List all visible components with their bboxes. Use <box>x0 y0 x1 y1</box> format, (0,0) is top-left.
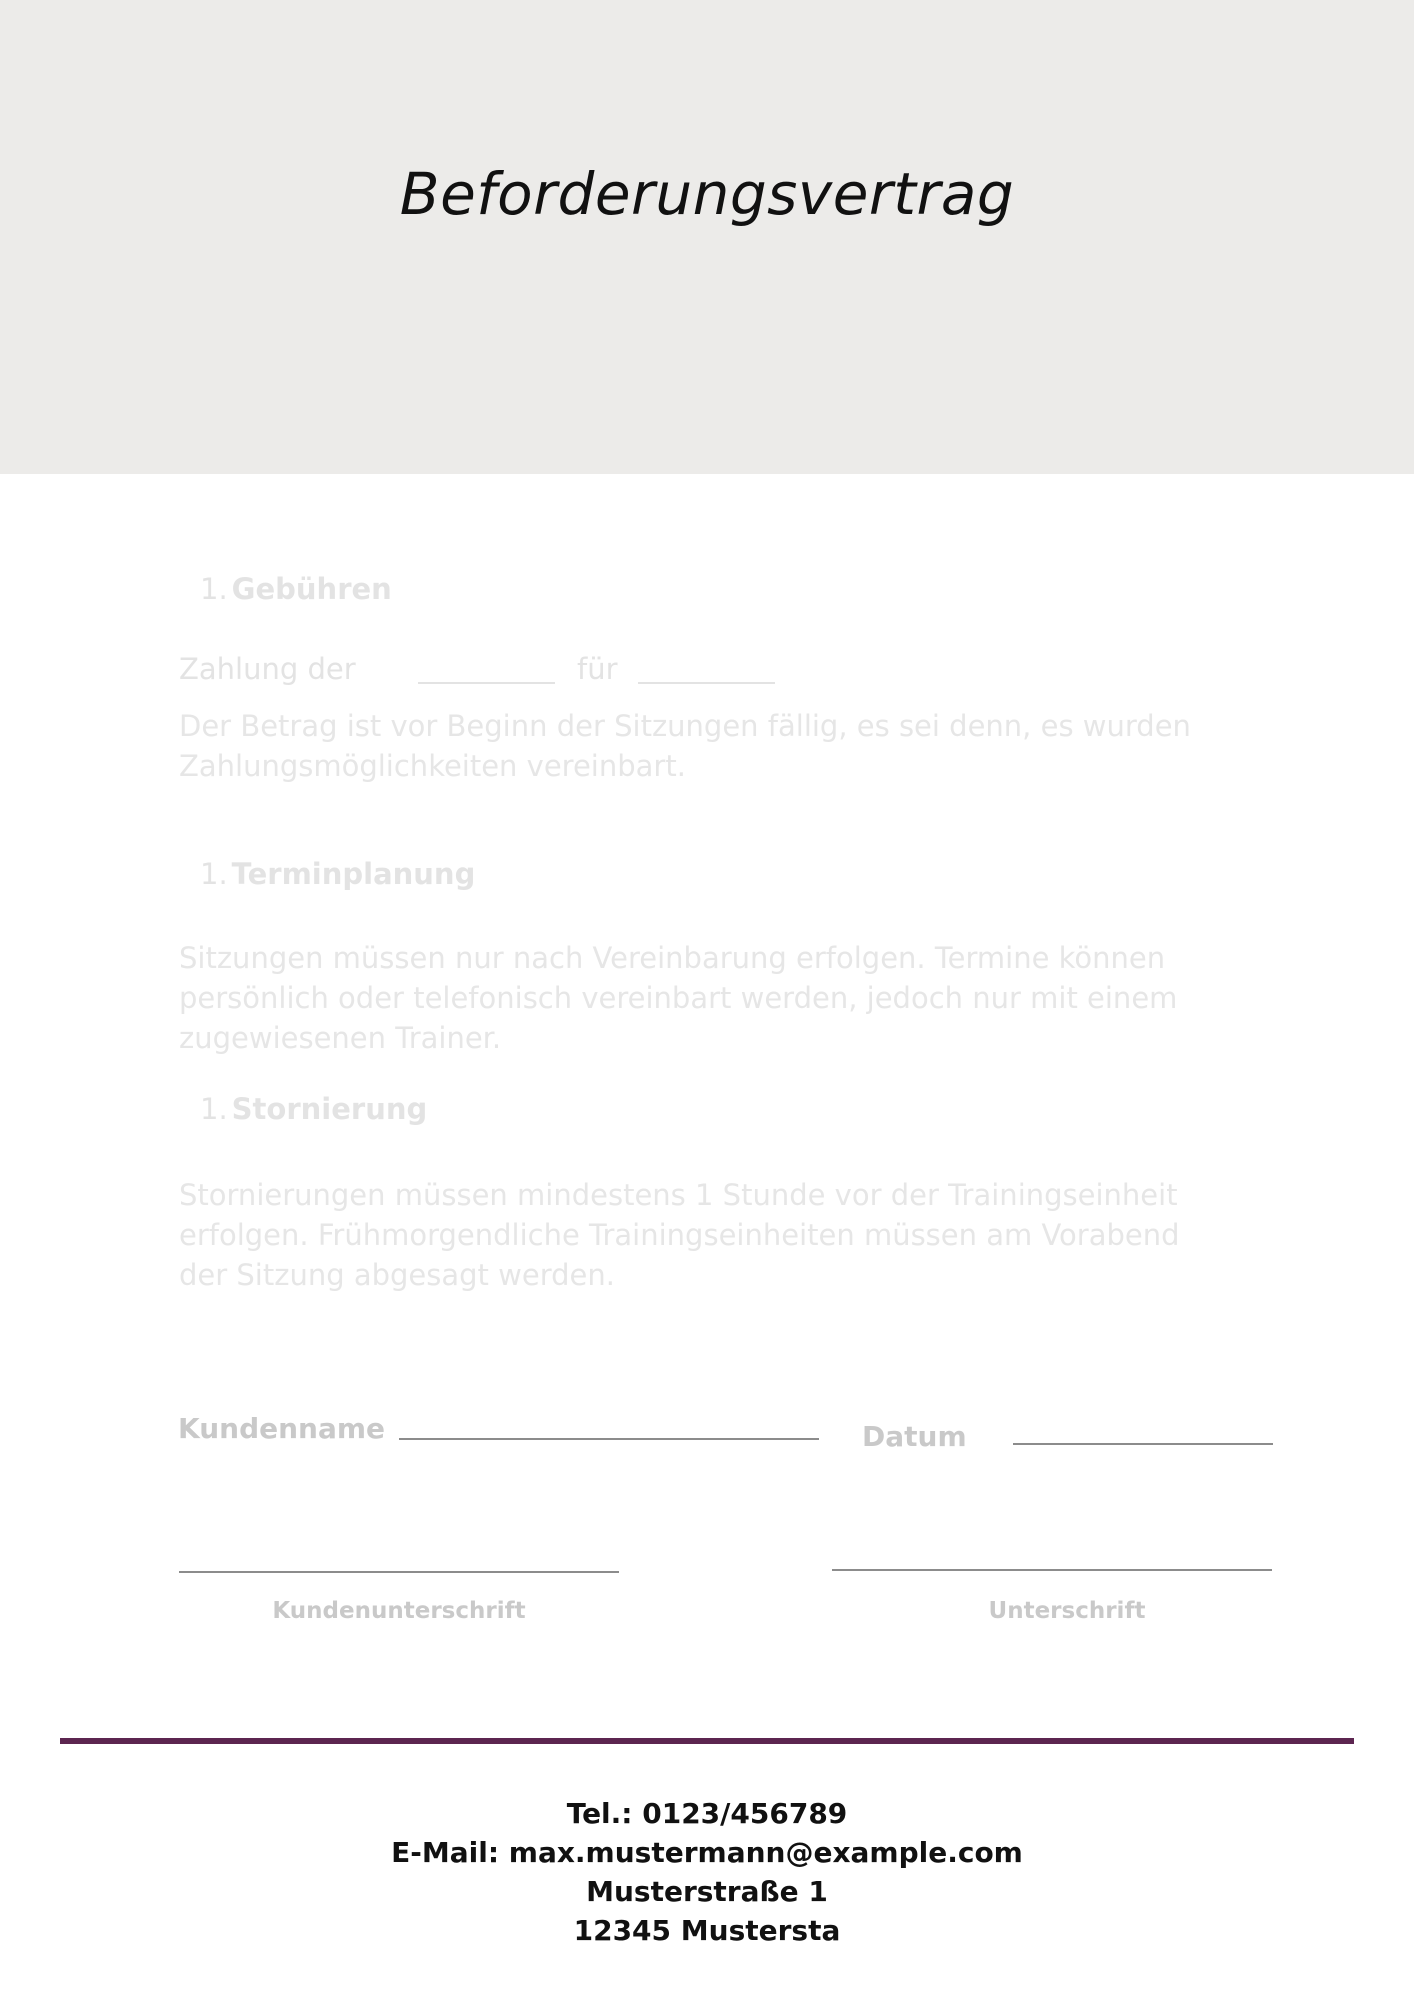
payment-amount-blank <box>418 682 555 684</box>
contact-city: 12345 Mustersta <box>573 1914 841 1947</box>
scheduling-paragraph: Sitzungen müssen nur nach Vereinbarung erfolgen. Termine können persönlich oder telefonisch vereinbart werden, jedoch nur mit einem zugewiesenen Trainer. <box>179 941 1178 1055</box>
footer-divider <box>60 1738 1354 1744</box>
payment-connector: für <box>577 652 618 686</box>
section-title: Gebühren <box>231 572 392 606</box>
header-band <box>0 0 1414 474</box>
section-heading-cancellation <box>200 1092 427 1126</box>
customer-name-label: Kundenname <box>178 1412 386 1445</box>
contact-phone: Tel.: 0123/456789 <box>566 1797 848 1830</box>
cancellation-paragraph: Stornierungen müssen mindestens 1 Stunde vor der Trainingseinheit erfolgen. Frühmorgendliche Trainingseinheiten müssen am Vorabend der Sitzung abgesagt werden. <box>179 1178 1180 1292</box>
fees-paragraph: Der Betrag ist vor Beginn der Sitzungen fällig, es sei denn, es wurden Zahlungsmöglichkeiten vereinbart. <box>179 709 1191 783</box>
date-line[interactable] <box>1013 1443 1273 1445</box>
signature-line[interactable] <box>832 1569 1272 1571</box>
section-heading-scheduling <box>200 857 475 891</box>
payment-prefix: Zahlung der <box>179 652 356 686</box>
document-title: Beforderungsvertrag <box>399 160 1015 228</box>
signature-label: Unterschrift <box>988 1598 1146 1624</box>
contact-block <box>0 1794 1414 1950</box>
section-title: Terminplanung <box>231 857 476 891</box>
section-title: Stornierung <box>231 1092 428 1126</box>
payment-period-blank <box>638 682 775 684</box>
section-number: 1. <box>200 572 228 606</box>
customer-name-line[interactable] <box>399 1438 819 1440</box>
section-heading-fees <box>200 572 392 606</box>
customer-signature-label: Kundenunterschrift <box>272 1598 526 1624</box>
customer-signature-line[interactable] <box>179 1571 619 1573</box>
contact-street: Musterstraße 1 <box>586 1875 828 1908</box>
contact-email: E-Mail: max.mustermann@example.com <box>391 1836 1023 1869</box>
section-number: 1. <box>200 857 228 891</box>
section-number: 1. <box>200 1092 228 1126</box>
date-label: Datum <box>862 1420 967 1453</box>
